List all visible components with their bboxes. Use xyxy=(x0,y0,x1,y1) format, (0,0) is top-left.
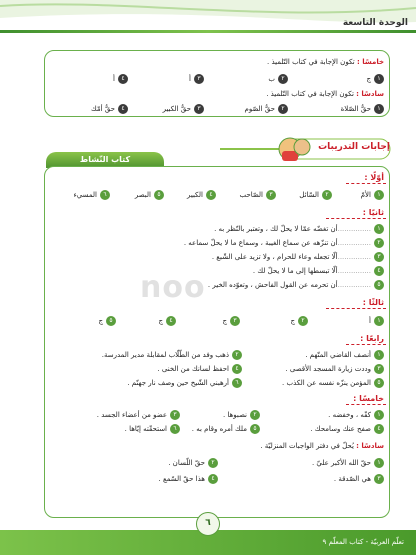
answer-number: ٣ xyxy=(194,74,204,84)
answer-number: ٢ xyxy=(278,74,288,84)
s5-label: خامسًا : xyxy=(353,394,384,403)
item-text: ألّا تجعله وعاء للحرام ، ولا تزيد على الشّبع . xyxy=(211,253,338,261)
item-number: ٥ xyxy=(106,316,116,326)
item-number: ٣ xyxy=(230,316,240,326)
watermark: noo xyxy=(140,270,206,305)
dots: ............... xyxy=(337,239,371,247)
header-divider xyxy=(0,30,416,33)
s4-underline xyxy=(346,344,386,345)
s5-item-4 xyxy=(310,424,384,434)
s4-item-4 xyxy=(157,364,242,374)
q6-answer-2 xyxy=(245,104,289,114)
s6-item-4 xyxy=(159,474,218,484)
item-text: ج xyxy=(98,317,103,325)
item-text: نصبوها . xyxy=(222,411,247,419)
s3-item-5 xyxy=(98,316,116,326)
item-number: ٢ xyxy=(298,316,308,326)
item-text: ملك أمره وقام به . xyxy=(191,425,247,433)
item-text: الأمّ xyxy=(360,191,371,199)
answer-value: ب xyxy=(268,75,275,83)
q5-answer-1 xyxy=(366,74,384,84)
item-number: ٦ xyxy=(100,190,110,200)
s4-label: رابعًا : xyxy=(360,334,384,343)
dots: ............... xyxy=(337,267,371,275)
item-text: حقّ اللّسان . xyxy=(168,459,205,467)
item-number: ٤ xyxy=(374,266,384,276)
item-number: ٣ xyxy=(374,474,384,484)
s3-underline xyxy=(326,308,386,309)
s2-item-2 xyxy=(184,238,384,248)
q5-answer-4 xyxy=(113,74,128,84)
s2-label: ثانيًا : xyxy=(362,208,384,217)
answer-number: ١ xyxy=(374,104,384,114)
s2-item-5 xyxy=(208,280,384,290)
answer-value: حقُّ الصّلاة xyxy=(340,105,371,113)
s4-item-3 xyxy=(285,364,384,374)
item-number: ١ xyxy=(374,410,384,420)
item-text: ج xyxy=(158,317,163,325)
item-number: ٤ xyxy=(166,316,176,326)
item-text: أنصف القاضي المتّهم . xyxy=(305,351,371,359)
item-text: صفح عنك وسامحك . xyxy=(310,425,371,433)
item-text: أ xyxy=(369,317,371,325)
s3-item-4 xyxy=(158,316,176,326)
item-text: المؤمن ينزّه نفسه عن الكذب . xyxy=(282,379,371,387)
s6-heading xyxy=(260,442,384,450)
item-text: استحقّته إيّاها . xyxy=(124,425,167,433)
item-number: ٤ xyxy=(232,364,242,374)
s5-item-5 xyxy=(192,424,260,434)
s1-item-2 xyxy=(299,190,332,200)
q5-answer-2 xyxy=(268,74,288,84)
item-number: ٢ xyxy=(232,350,242,360)
s5-item-2 xyxy=(223,410,260,420)
q6-answer-3 xyxy=(163,104,204,114)
s2-item-4 xyxy=(253,266,384,276)
q6-answer-1 xyxy=(341,104,384,114)
item-number: ٤ xyxy=(206,190,216,200)
item-number: ٥ xyxy=(250,424,260,434)
dots: ............... xyxy=(337,281,371,289)
answer-value: أ xyxy=(113,75,115,83)
item-number: ٢ xyxy=(250,410,260,420)
item-number: ٢ xyxy=(374,238,384,248)
item-number: ٥ xyxy=(374,280,384,290)
answer-value: حقُّ أمّك xyxy=(91,105,115,113)
item-text: هذا حقّ السّمع . xyxy=(158,475,205,483)
item-text: ج xyxy=(222,317,227,325)
item-text: أن تحرمه عن القول الفاحش ، وتعوّده الخير . xyxy=(207,281,338,289)
s3-item-3 xyxy=(222,316,240,326)
q6-answer-4 xyxy=(91,104,128,114)
s5-item-3 xyxy=(97,410,180,420)
item-text: وددت زيارة المسجد الأقصى . xyxy=(285,365,371,373)
s1-underline xyxy=(346,183,386,184)
answer-number: ٤ xyxy=(118,74,128,84)
item-number: ٢ xyxy=(322,190,332,200)
item-text: أرهبني الشّيخ حين وصف نار جهنّم . xyxy=(127,379,229,387)
s1-item-3 xyxy=(240,190,276,200)
item-text: السّائل xyxy=(299,191,319,199)
s1-item-1 xyxy=(361,190,384,200)
answer-number: ١ xyxy=(374,74,384,84)
q6-text: تكون الإجابة في كتاب التّلميذ . xyxy=(266,90,354,98)
item-number: ٣ xyxy=(374,252,384,262)
item-text: الكبير xyxy=(186,191,203,199)
q5-label: خامسًا : xyxy=(357,58,384,66)
s5-item-6 xyxy=(125,424,180,434)
s4-item-2 xyxy=(102,350,242,360)
s2-underline xyxy=(326,218,386,219)
item-text: المسيء xyxy=(73,191,97,199)
item-text: البصر xyxy=(134,191,151,199)
s6-item-1 xyxy=(312,458,384,468)
item-text: ذهب وفد من الطّلّاب لمقابلة مدير المدرسة. xyxy=(101,351,229,359)
q5-answer-3 xyxy=(189,74,204,84)
item-number: ١ xyxy=(374,458,384,468)
s1-item-4 xyxy=(187,190,216,200)
s5-item-1 xyxy=(328,410,384,420)
item-number: ٣ xyxy=(170,410,180,420)
s4-item-6 xyxy=(127,378,242,388)
book-title: تعلّم العربيّة - كتاب المعلّم ٩ xyxy=(322,538,404,546)
item-text: احفظ لسانك من الخنى . xyxy=(157,365,229,373)
item-number: ٢ xyxy=(208,458,218,468)
item-text: ج xyxy=(290,317,295,325)
item-number: ٦ xyxy=(170,424,180,434)
item-text: أن تغضّه عمّا لا يحلّ لك ، وتعتبر بالنّظر به . xyxy=(214,225,338,233)
s2-item-1 xyxy=(214,224,384,234)
item-text: ألّا تبسطها إلى ما لا يحلّ لك . xyxy=(252,267,338,275)
s4-item-5 xyxy=(282,378,384,388)
q5-text: تكون الإجابة في كتاب التّلميذ . xyxy=(267,58,355,66)
s6-item-2 xyxy=(168,458,218,468)
answer-number: ٢ xyxy=(278,104,288,114)
s5-underline xyxy=(346,404,386,405)
answer-value: حقُّ الكبير xyxy=(162,105,191,113)
s6-item-3 xyxy=(334,474,384,484)
s1-item-5 xyxy=(135,190,164,200)
s4-item-1 xyxy=(305,350,384,360)
item-number: ١ xyxy=(374,190,384,200)
q6-heading xyxy=(266,90,384,98)
section-title: إجابات التدريبات xyxy=(318,142,390,152)
s2-item-3 xyxy=(212,252,384,262)
s6-text: يُحلّ في دفتر الواجبات المنزليّة . xyxy=(260,442,354,450)
item-number: ٤ xyxy=(208,474,218,484)
item-number: ٤ xyxy=(374,424,384,434)
answer-number: ٣ xyxy=(194,104,204,114)
unit-title: الوحدة التاسعة xyxy=(342,18,408,28)
item-number: ١ xyxy=(374,316,384,326)
item-number: ١ xyxy=(374,350,384,360)
item-number: ٦ xyxy=(232,378,242,388)
item-number: ١ xyxy=(374,224,384,234)
dots: ............... xyxy=(337,253,371,261)
item-text: عضو من أعضاء الجسد . xyxy=(96,411,167,419)
s3-item-2 xyxy=(290,316,308,326)
item-text: هي الصّدقة . xyxy=(333,475,371,483)
item-number: ٣ xyxy=(374,364,384,374)
activity-book-tab: كتاب النّشاط xyxy=(46,152,164,168)
q6-label: سادسًا : xyxy=(356,90,384,98)
item-text: الصّاحب xyxy=(239,191,263,199)
s1-item-6 xyxy=(74,190,111,200)
answer-value: أ xyxy=(189,75,191,83)
item-text: حقّ الله الأكبر عليّ . xyxy=(311,459,371,467)
item-number: ٥ xyxy=(374,378,384,388)
item-number: ٣ xyxy=(266,190,276,200)
s6-label: سادسًا : xyxy=(356,442,384,450)
item-text: أن تنزّهه عن سماع الغيبة ، وسماع ما لا يحلّ سماعه . xyxy=(183,239,338,247)
answer-number: ٤ xyxy=(118,104,128,114)
dots: ............... xyxy=(337,225,371,233)
q5-heading xyxy=(267,58,384,66)
item-number: ٥ xyxy=(154,190,164,200)
item-text: كفّه ، وخفضه . xyxy=(328,411,371,419)
s3-label: ثالثًا : xyxy=(362,298,384,307)
s3-item-1 xyxy=(369,316,384,326)
page-number: ٦ xyxy=(196,512,220,536)
answer-value: ج xyxy=(366,75,371,83)
answer-value: حقُّ الصّوم xyxy=(244,105,275,113)
s1-label: أوّلًا : xyxy=(364,173,384,182)
